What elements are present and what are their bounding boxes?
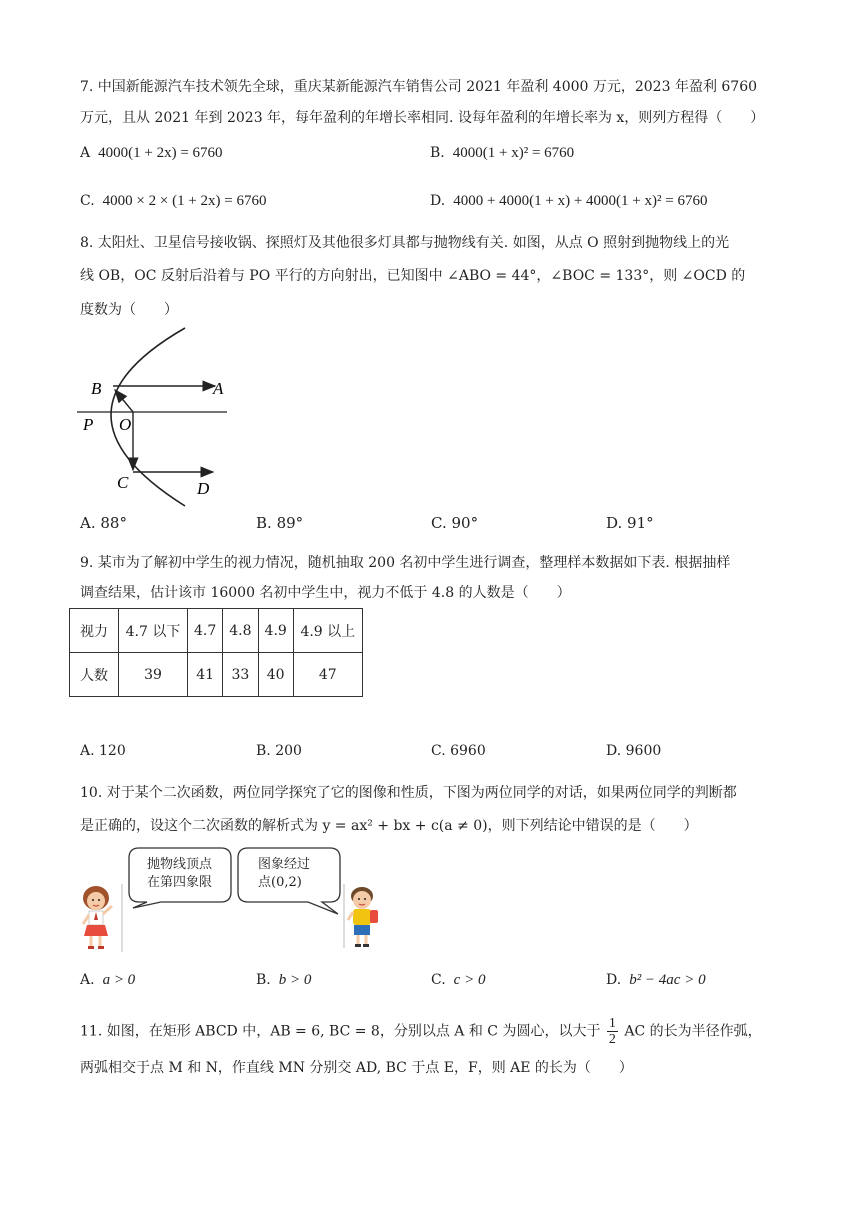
table-cell: 4.7 以下 — [119, 609, 188, 653]
bubble-right-line2: 点(0,2) — [258, 875, 302, 890]
q7-option-b: B. 4000(1 + x)² = 6760 — [430, 145, 575, 161]
q9-line1: 9. 某市为了解初中学生的视力情况，随机抽取 200 名初中学生进行调查，整理样本数据如下表. 根据抽样 — [80, 555, 731, 571]
q7-option-d: D. 4000 + 4000(1 + x) + 4000(1 + x)² = 6760 — [430, 193, 708, 209]
fraction-numerator: 1 — [608, 1016, 616, 1031]
q8-option-d: D. 91° — [606, 514, 654, 532]
table-cell: 4.9 以上 — [293, 609, 362, 653]
q8-option-c: C. 90° — [431, 514, 479, 532]
label-a: A — [213, 379, 224, 398]
q8-line1: 8. 太阳灶、卫星信号接收锅、探照灯及其他很多灯具都与抛物线有关. 如图，从点 O 照射到抛物线上的光 — [80, 235, 730, 251]
label-p: P — [83, 415, 94, 434]
table-cell: 人数 — [70, 653, 119, 697]
q8-line2: 线 OB，OC 反射后沿着与 PO 平行的方向射出，已知图中 ∠ABO = 44°，∠BOC = 133°，则 ∠OCD 的 — [80, 268, 746, 284]
girl-illustration — [76, 884, 124, 954]
vision-table — [69, 608, 363, 697]
table-cell: 视力 — [70, 609, 119, 653]
parabola-figure — [75, 322, 235, 512]
table-cell: 40 — [258, 653, 293, 697]
q9-option-b: B. 200 — [256, 743, 302, 759]
boy-illustration — [342, 884, 384, 950]
table-cell: 39 — [119, 653, 188, 697]
table-row — [70, 653, 363, 697]
table-cell: 41 — [188, 653, 223, 697]
bubble-left-line1: 抛物线顶点 — [147, 857, 213, 872]
fraction-half — [607, 1016, 618, 1047]
q10-option-d: D. b² − 4ac > 0 — [606, 972, 706, 988]
q11-line1 — [80, 1016, 762, 1047]
q10-option-b: B. b > 0 — [256, 972, 312, 988]
table-cell: 33 — [223, 653, 258, 697]
ray-o-b — [115, 390, 133, 412]
label-d: D — [197, 479, 210, 498]
q10-line1: 10. 对于某个二次函数，两位同学探究了它的图像和性质，下图为两位同学的对话，如果两位同学的判断都 — [80, 785, 737, 801]
bubble-left-line2: 在第四象限 — [147, 875, 213, 890]
q7-option-a: A 4000(1 + 2x) = 6760 — [80, 145, 223, 161]
fraction-denominator: 2 — [608, 1032, 616, 1047]
table-cell: 4.8 — [223, 609, 258, 653]
q10-option-c: C. c > 0 — [431, 972, 486, 988]
q11-line1-part2: AC 的长为半径作弧， — [624, 1023, 762, 1040]
table-row — [70, 609, 363, 653]
table-cell: 47 — [293, 653, 362, 697]
q8-line3: 度数为（ ） — [80, 302, 178, 318]
q10-line2: 是正确的，设这个二次函数的解析式为 y = ax² + bx + c(a ≠ 0)，则下列结论中错误的是（ ） — [80, 818, 698, 834]
q7-line2: 万元，且从 2021 年到 2023 年，每年盈利的年增长率相同. 设每年盈利的年增长率为 x，则列方程得（ ） — [80, 110, 765, 126]
q9-option-a: A. 120 — [80, 743, 126, 759]
label-c: C — [117, 473, 129, 492]
q10-option-a: A. a > 0 — [80, 972, 136, 988]
q7-option-c: C. 4000 × 2 × (1 + 2x) = 6760 — [80, 193, 267, 209]
label-b: B — [91, 379, 102, 398]
table-cell: 4.9 — [258, 609, 293, 653]
q9-option-d: D. 9600 — [606, 743, 662, 759]
q8-option-b: B. 89° — [256, 514, 304, 532]
q7-line1: 7. 中国新能源汽车技术领先全球，重庆某新能源汽车销售公司 2021 年盈利 4000 万元，2023 年盈利 6760 — [80, 79, 758, 95]
q11-line1-part1: 11. 如图，在矩形 ABCD 中，AB = 6, BC = 8，分别以点 A 和 C 为圆心，以大于 — [80, 1023, 601, 1040]
table-cell: 4.7 — [188, 609, 223, 653]
bubble-right-line1: 图象经过 — [258, 857, 311, 872]
q11-line2: 两弧相交于点 M 和 N，作直线 MN 分别交 AD, BC 于点 E，F，则 AE 的长为（ ） — [80, 1060, 633, 1076]
label-o: O — [119, 415, 132, 434]
q9-option-c: C. 6960 — [431, 743, 486, 759]
q8-option-a: A. 88° — [80, 514, 127, 532]
q9-line2: 调查结果，估计该市 16000 名初中学生中，视力不低于 4.8 的人数是（ ） — [80, 585, 571, 601]
